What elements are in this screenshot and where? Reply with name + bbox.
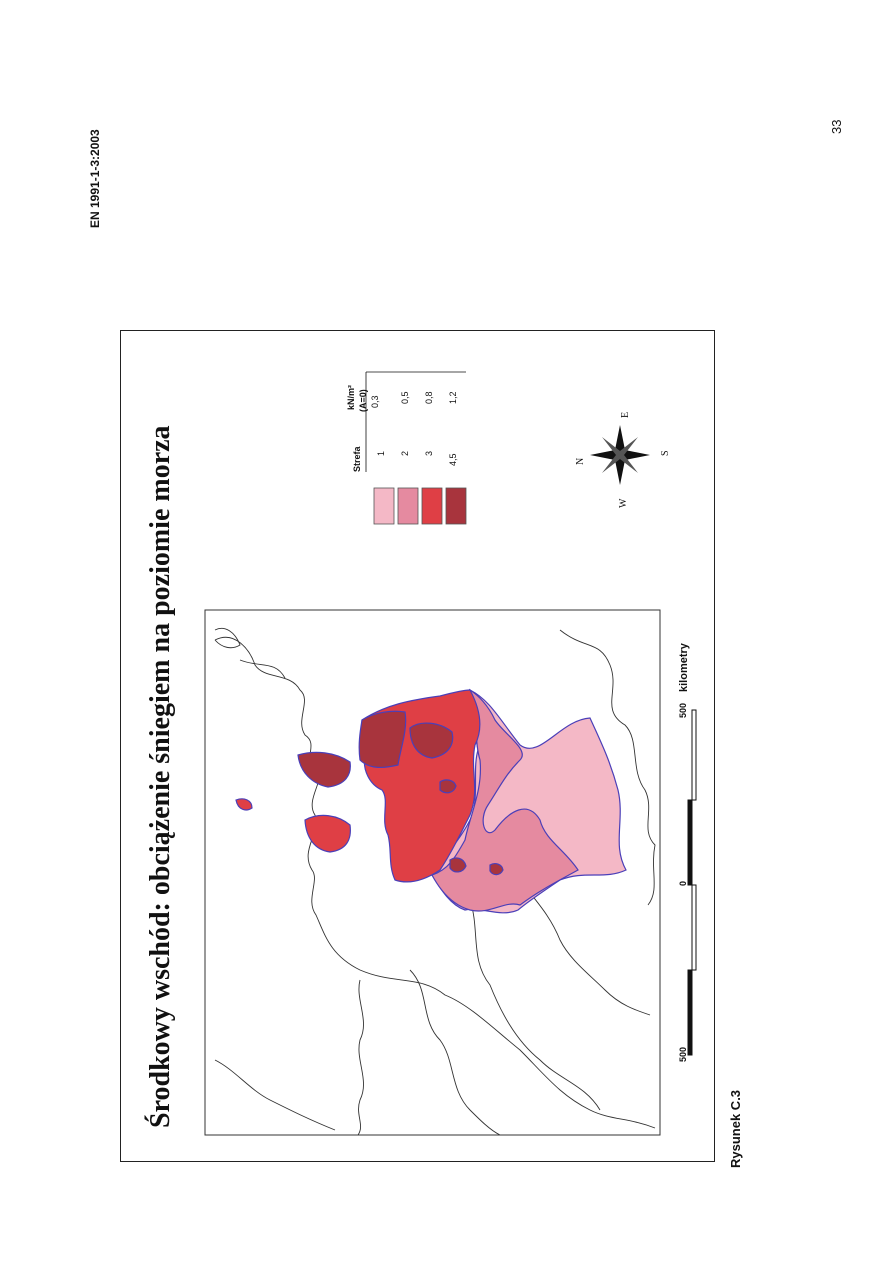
page-number: 33 bbox=[829, 119, 844, 134]
legend-header-load: kN/m² bbox=[346, 384, 356, 410]
scale-label-right: 500 bbox=[678, 702, 688, 718]
legend-header-load-sub: (A=0) bbox=[358, 389, 368, 412]
scale-unit: kilometry bbox=[678, 643, 690, 692]
legend-load-4: 1,2 bbox=[448, 391, 458, 404]
legend-swatch-4 bbox=[446, 488, 466, 524]
scale-label-left: 500 bbox=[678, 1046, 688, 1062]
scale-bar-segment-mid bbox=[692, 885, 696, 970]
compass-w: W bbox=[618, 498, 629, 508]
compass-rose bbox=[590, 425, 650, 485]
map-title: Środkowy wschód: obciążenie śniegiem na poziomie morza bbox=[145, 425, 176, 1128]
legend-zone-1: 1 bbox=[376, 450, 386, 456]
scale-bar-segment-left bbox=[688, 970, 692, 1055]
legend-zone-2: 2 bbox=[400, 450, 410, 456]
scale-label-mid: 0 bbox=[678, 880, 688, 886]
legend-swatch-1 bbox=[374, 488, 394, 524]
zone-spot-3 bbox=[490, 864, 503, 875]
figure-caption: Rysunek C.3 bbox=[728, 1089, 743, 1168]
scale-bar-segment-right2 bbox=[692, 710, 696, 800]
zone-4-5-area bbox=[359, 711, 405, 767]
legend-zone-4: 4,5 bbox=[448, 453, 458, 466]
legend-swatch-3 bbox=[422, 488, 442, 524]
legend-load-1: 0,3 bbox=[370, 395, 380, 408]
standard-reference: EN 1991-1-3:2003 bbox=[88, 129, 102, 228]
compass-n: N bbox=[575, 457, 586, 465]
legend-swatches bbox=[374, 488, 466, 524]
compass-s: S bbox=[660, 450, 671, 456]
compass-e: E bbox=[620, 411, 631, 418]
scale-bar bbox=[688, 710, 696, 1055]
zone-spot-1 bbox=[440, 780, 456, 793]
legend-header-zone: Strefa bbox=[352, 446, 362, 472]
legend-load-2: 0,5 bbox=[400, 391, 410, 404]
legend-zone-3: 3 bbox=[424, 450, 434, 456]
legend-load-3: 0,8 bbox=[424, 391, 434, 404]
scale-bar-segment-right bbox=[688, 800, 692, 885]
legend-swatch-2 bbox=[398, 488, 418, 524]
